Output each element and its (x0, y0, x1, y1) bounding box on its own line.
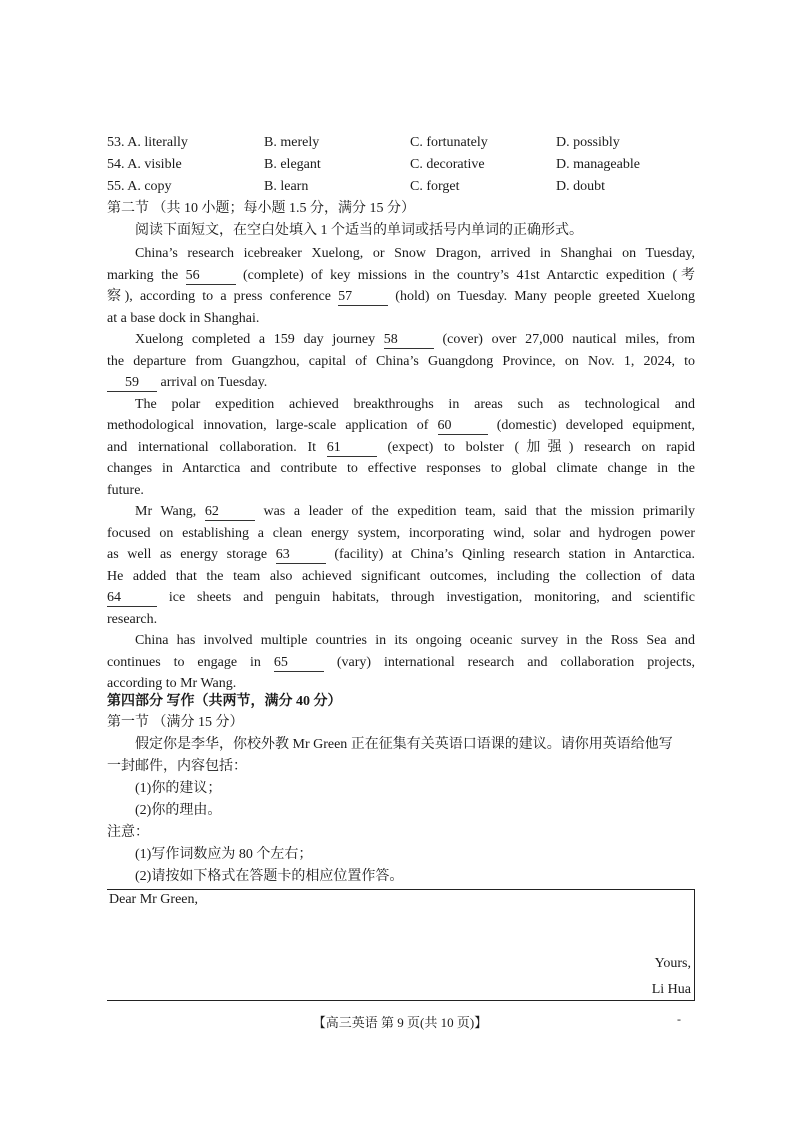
passage-line: 59 arrival on Tuesday. (107, 372, 695, 394)
letter-salutation: Dear Mr Green, (109, 892, 199, 907)
writing-task (107, 734, 695, 888)
option-55-a: 55. A. copy (107, 179, 172, 194)
passage-line: research. (107, 611, 158, 627)
options-row-54 (107, 154, 697, 176)
option-55-b: B. learn (264, 179, 309, 194)
option-54-b: B. elegant (264, 157, 321, 172)
blank-58[interactable]: 58 (384, 332, 434, 349)
task-item: (2)你的理由。 (135, 803, 222, 818)
blank-63[interactable]: 63 (276, 547, 326, 564)
task-item: (1)你的建议； (135, 781, 222, 796)
blank-62[interactable]: 62 (205, 504, 255, 521)
options-row-53 (107, 132, 697, 154)
passage-line: methodological innovation, large-scale application of 60 (domestic) developed equipment, (107, 418, 696, 433)
option-54-a: 54. A. visible (107, 157, 182, 172)
passage-line: as well as energy storage 63 (facility) at China’s Qinling research station in Antarctica. (107, 547, 696, 562)
answer-options (107, 132, 697, 198)
passage-line: He added that the team also achieved significant outcomes, including the collection of data (107, 568, 695, 584)
part4-title: 第四部分 写作（共两节，满分 40 分） (107, 694, 342, 709)
passage-line: Mr Wang, 62 was a leader of the expedition team, said that the mission primarily (135, 504, 696, 519)
option-55-d: D. doubt (556, 179, 605, 194)
note-label: 注意： (107, 825, 149, 840)
blank-57[interactable]: 57 (338, 289, 388, 306)
part4-section1-title: 第一节 （满分 15 分） (107, 715, 244, 730)
passage-line: The polar expedition achieved breakthroughs in areas such as technological and (135, 396, 695, 412)
option-53-b: B. merely (264, 135, 320, 150)
footer-mark: - (677, 1012, 681, 1026)
note-item: (2)请按如下格式在答题卡的相应位置作答。 (135, 869, 404, 884)
letter-closing: Yours, (654, 956, 691, 971)
option-54-c: C. decorative (410, 157, 485, 172)
blank-59[interactable]: 59 (107, 375, 157, 392)
letter-signature: Li Hua (651, 982, 691, 997)
task-text: 假定你是李华，你校外教 Mr Green 正在征集有关英语口语课的建议。请你用英语给他写 (135, 737, 673, 752)
passage-line: continues to engage in 65 (vary) international research and collaboration projects, (107, 654, 696, 670)
passage-line: China’s research icebreaker Xuelong, or Snow Dragon, arrived in Shanghai on Tuesday, (135, 246, 695, 261)
passage-line: Xuelong completed a 159 day journey 58 (cover) over 27,000 nautical miles, from (135, 332, 696, 347)
cloze-passage (107, 243, 695, 695)
passage-line: according to Mr Wang. (107, 676, 237, 691)
passage-line: marking the 56 (complete) of key missions in the country’s 41st Antarctic expedition (考 (107, 267, 696, 283)
passage-line: future. (107, 482, 144, 498)
blank-61[interactable]: 61 (327, 440, 377, 457)
option-53-a: 53. A. literally (107, 135, 188, 150)
option-53-c: C. fortunately (410, 135, 488, 150)
section2-instruction: 阅读下面短文，在空白处填入 1 个适当的单词或括号内单词的正确形式。 (135, 223, 583, 238)
passage-line: and international collaboration. It 61 (expect) to bolster (加强) research on rapid (107, 439, 695, 455)
options-row-55 (107, 176, 697, 198)
note-item: (1)写作词数应为 80 个左右； (135, 847, 313, 862)
option-54-d: D. manageable (556, 157, 640, 172)
blank-64[interactable]: 64 (107, 590, 157, 607)
blank-56[interactable]: 56 (186, 268, 236, 285)
blank-65[interactable]: 65 (274, 655, 324, 672)
task-text: 一封邮件，内容包括： (107, 759, 247, 774)
blank-60[interactable]: 60 (438, 418, 488, 435)
passage-line: focused on establishing a clean energy system, incorporating wind, solar and hydrogen power (107, 525, 695, 541)
passage-line: at a base dock in Shanghai. (107, 310, 260, 326)
option-55-c: C. forget (410, 179, 460, 194)
passage-line: 察), according to a press conference 57 (hold) on Tuesday. Many people greeted Xuelong (107, 289, 696, 304)
passage-line: changes in Antarctica and contribute to effective responses to global climate change in the (107, 461, 695, 476)
option-53-d: D. possibly (556, 135, 620, 150)
letter-format-box (107, 889, 695, 1001)
passage-line: China has involved multiple countries in its ongoing oceanic survey in the Ross Sea and (135, 633, 695, 648)
passage-line: 64 ice sheets and penguin habitats, through investigation, monitoring, and scientific (107, 590, 696, 605)
page-footer: 【高三英语 第 9 页(共 10 页)】 (312, 1015, 488, 1030)
passage-line: the departure from Guangzhou, capital of China’s Guangdong Province, on Nov. 1, 2024, to (107, 353, 695, 369)
section2-title: 第二节 （共 10 小题；每小题 1.5 分，满分 15 分） (107, 201, 415, 216)
